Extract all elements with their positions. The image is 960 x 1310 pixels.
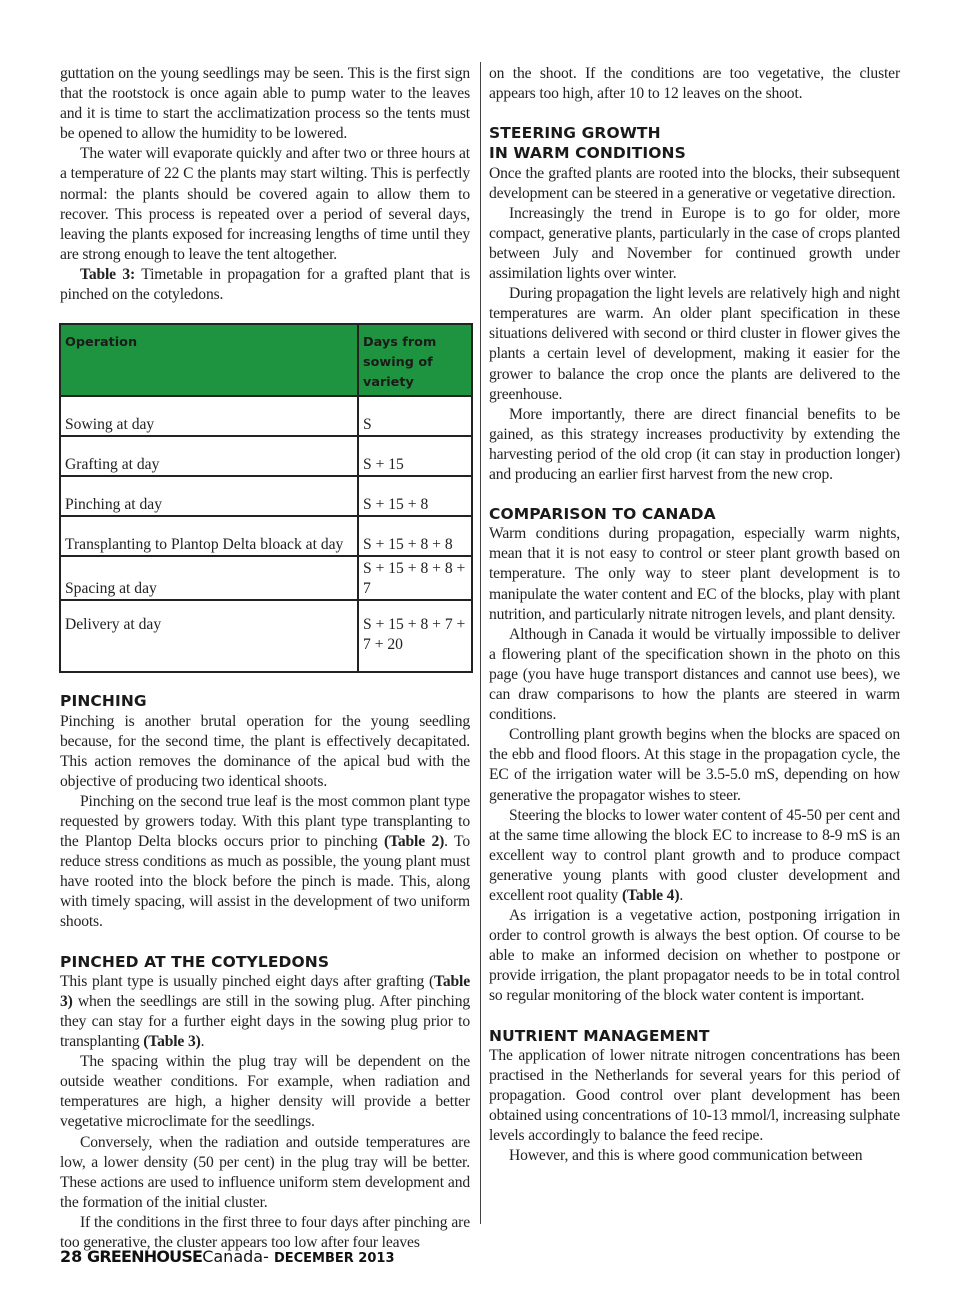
paragraph: Once the grafted plants are rooted into the blocks, their subsequent development can be steered in a generative or vegetative direction. <box>489 164 900 202</box>
paragraph: Steering the blocks to lower water content of 45-50 per cent and at the same time allowing the block EC to increase to 8-9 mS is an excellent way to control plant growth and to produce compact generative young plants with good cluster development and excellent root quality (Table 4). <box>489 806 900 904</box>
header-days: Days from sowing of variety <box>358 324 472 396</box>
magazine-name-bold: GREENHOUSE <box>87 1247 203 1266</box>
days-cell: S + 15 + 8 + 7 + 7 + 20 <box>358 600 472 672</box>
heading-comparison-to-canada: COMPARISON TO CANADA <box>489 505 716 524</box>
paragraph: During propagation the light levels are relatively high and night temperatures are warm. An older plant specification in these situations delivered with second or third cluster in flower gives the plants a certain level of development, making it easier for the grower to balance the crop once the plants are delivered to the greenhouse. <box>489 285 900 403</box>
table-caption-label: Table 3: <box>80 265 136 283</box>
header-operation: Operation <box>60 324 358 396</box>
days-cell: S <box>358 396 472 436</box>
table-row <box>60 436 472 476</box>
table-reference: Table 3) <box>60 972 470 1010</box>
days-cell: S + 15 + 8 + 8 + 7 <box>358 556 472 600</box>
table-reference: (Table 2) <box>384 833 445 851</box>
paragraph: Conversely, when the radiation and outside temperatures are low, a lower density (50 per cent) in the plug tray will be better. These actions are used to influence uniform stem development and the formation of the initial cluster. <box>60 1133 470 1211</box>
paragraph: This plant type is usually pinched eight days after grafting (Table 3) when the seedlings are still in the sowing plug. After pinching they can stay for a further eight days in the sowing plug prior to transplanting (Table 3). <box>60 972 470 1051</box>
heading-pinched-at-cotyledons: PINCHED AT THE COTYLEDONS <box>60 952 330 971</box>
left-column <box>60 64 470 1253</box>
footer-separator: - <box>263 1247 274 1266</box>
right-column <box>489 64 900 1166</box>
table-reference: (Table 4) <box>621 886 680 904</box>
days-cell: S + 15 + 8 + 8 <box>358 516 472 556</box>
paragraph: More importantly, there are direct financial benefits to be gained, as this strategy increases productivity by extending the harvesting period of the old crop (it can stay in production longer) and producing an earlier first harvest from the new crop. <box>489 405 900 483</box>
column-divider <box>480 62 481 1224</box>
table-row <box>60 516 472 556</box>
heading-nutrient-management: NUTRIENT MANAGEMENT <box>489 1026 710 1045</box>
paragraph: Warm conditions during propagation, especially warm nights, mean that it is not easy to control or steer plant growth based on temperature. The only way to steer plant development is to manipulate the water content and EC of the blocks, play with plant nutrition, and particularly nitrate nitrogen levels, and plant density. <box>489 525 900 623</box>
table-header-row <box>60 324 472 396</box>
paragraph: If the conditions in the first three to four days after pinching are too generative, the cluster appears too low after four leaves <box>60 1213 470 1251</box>
magazine-name-regular: Canada <box>202 1247 264 1266</box>
operation-cell: Delivery at day <box>60 600 358 672</box>
issue-date: DECEMBER 2013 <box>273 1251 395 1266</box>
operation-cell: Pinching at day <box>60 476 358 516</box>
heading-pinching: PINCHING <box>60 692 147 711</box>
paragraph: Pinching on the second true leaf is the most common plant type requested by growers today. With this plant type transplanting to the Plantop Delta blocks occurs prior to pinching (Table 2). To reduce stress conditions as much as possible, the young plant must have rooted into the block before the pinch is made. This, along with timely spacing, will assist in the development of two uniform shoots. <box>60 792 470 931</box>
table-row <box>60 476 472 516</box>
paragraph: Pinching is another brutal operation for the young seedling because, for the second time, the plant is effectively decapitated. This action removes the dominance of the apical bud with the objective of producing two identical shoots. <box>60 712 470 790</box>
heading-steering-growth: STEERING GROWTH IN WARM CONDITIONS <box>489 124 686 163</box>
paragraph: Controlling plant growth begins when the blocks are spaced on the ebb and flood floors. At this stage in the propagation cycle, the EC of the irrigation water will be 3.5-5.0 mS, depending on how generative the propagator wishes to steer. <box>489 726 900 804</box>
table-caption-text: Timetable in propagation for a grafted plant that is pinched on the cotyledons. <box>60 265 470 304</box>
table-row <box>60 556 472 600</box>
paragraph: The application of lower nitrate nitrogen concentrations has been practised in the Netherlands for several years for this period of propagation. Good control over plant development has been obtained using concentrations of 10-13 mmol/l, increasing sulphate levels accordingly to balance the feed recipe. <box>489 1046 900 1145</box>
days-cell: S + 15 + 8 <box>358 476 472 516</box>
operation-cell: Sowing at day <box>60 396 358 436</box>
table-reference: (Table 3) <box>143 1033 201 1051</box>
paragraph: Although in Canada it would be virtually impossible to deliver a flowering plant of the specification shown in the photo on this page (you have huge transport distances and cannot use bees), we can draw comparisons to how the plants are steered in warm conditions. <box>489 625 900 724</box>
paragraph: on the shoot. If the conditions are too vegetative, the cluster appears too high, after 10 to 12 leaves on the shoot. <box>489 65 900 103</box>
table-caption <box>60 265 470 305</box>
paragraph: The water will evaporate quickly and after two or three hours at a temperature of 22 C the plants may start wilting. This is perfectly normal: the plants should be covered again to allow them to recover. This process is repeated over a period of several days, leaving the plants exposed for increasing lengths of time until they are strong enough to leave the tent altogether. <box>60 145 470 263</box>
page-footer <box>60 1247 395 1266</box>
table-row <box>60 600 472 672</box>
paragraph: The spacing within the plug tray will be dependent on the outside weather conditions. For example, when radiation and temperatures are high, a higher density will provide a better vegetative microclimate for the seedlings. <box>60 1053 470 1131</box>
operation-cell: Spacing at day <box>60 556 358 600</box>
table-row <box>60 396 472 436</box>
paragraph: However, and this is where good communication between <box>509 1147 863 1165</box>
operation-cell: Transplanting to Plantop Delta bloack at day <box>60 516 358 556</box>
operation-cell: Grafting at day <box>60 436 358 476</box>
paragraph: guttation on the young seedlings may be seen. This is the first sign that the rootstock is once again able to pump water to the leaves and it is time to start the acclimatization process so the tents must be opened to allow the humidity to be lowered. <box>60 65 470 143</box>
paragraph: As irrigation is a vegetative action, postponing irrigation in order to control growth is always the best option. Of course to be able to make an informed decision on whether to postpone or provide irrigation, the plant propagator needs to be in total control so regular monitoring of the block water content is important. <box>489 907 900 1005</box>
paragraph: Increasingly the trend in Europe is to go for older, more compact, generative plants, particularly in the case of crops planted between July and November for continued growth under assimilation lights over winter. <box>489 204 900 283</box>
page-number: 28 <box>60 1247 83 1266</box>
timetable-table <box>59 323 473 673</box>
days-cell: S + 15 <box>358 436 472 476</box>
